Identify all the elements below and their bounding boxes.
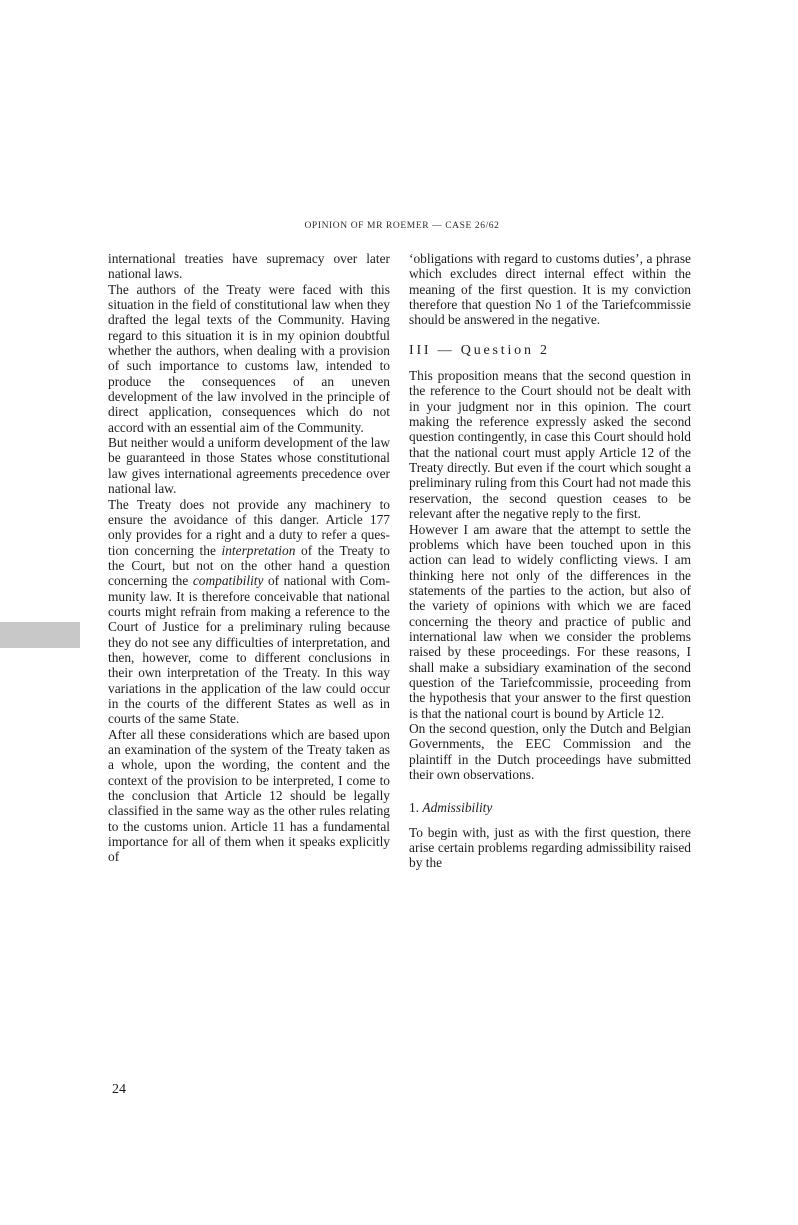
paragraph	[108, 497, 390, 727]
text-run: international treaties have supremacy over later national laws.	[108, 251, 390, 282]
text-run: of the Treaty to the Court, but not on the other hand a question concerning the	[108, 542, 390, 589]
running-header: OPINION OF MR ROEMER — CASE 26/62	[304, 221, 500, 231]
text-run: of national with Community law. It is therefore conceivable that national courts might refrain from making a reference to the Court of Justice for a preliminary ruling because they do not see any difficulties of interpretation, and then, however, come to different conclusions in their own interpretation of the Treaty. In this way variations in the application of the law could occur in the courts of the different States as well as in courts of the same State.	[108, 573, 391, 727]
paragraph	[108, 251, 390, 282]
text-run: The Treaty does not provide any machinery to ensure the avoidance of this danger. Article 177 only provides for a right and a duty to refer a question concerning the	[108, 496, 390, 558]
subsection-heading	[409, 800, 691, 815]
text-run: The authors of the Treaty were faced with this situation in the field of constitutional law when they drafted the legal texts of the Community. Having regard to this situation it is in my opinion doubtful whether the authors, when dealing with a provision of such importance to customs law, intended to produce the consequences of an uneven development of the law involved in the principle of direct application, consequences which do not accord with an essential aim of the Community.	[108, 281, 390, 435]
text-run: But neither would a uniform development of the law be guaranteed in those States whose constitutional law gives international agreements precedence over national law.	[108, 435, 390, 497]
right-column	[409, 251, 691, 871]
subsection-number: 1.	[409, 800, 420, 816]
emphasis-text: compatibility	[192, 573, 264, 589]
spacer	[409, 782, 691, 800]
paragraph	[108, 282, 390, 435]
section-heading: III — Question 2	[409, 342, 550, 358]
paragraph	[108, 435, 390, 496]
spacer	[409, 358, 691, 368]
emphasis-text: interpretation	[221, 542, 296, 558]
subsection-title: Admissibility	[422, 800, 493, 816]
paragraph: This proposition means that the second question in the reference to the Court should not be dealt with in your judgment nor in this opinion. The court making the reference expressly asked the second question contingently, in case this Court should hold that the national court must apply Article 12 of the Treaty directly. But even if the court which sought a preliminary ruling from this Court had not made this reservation, the second question ceases to be relevant after the negative reply to the first.	[409, 368, 691, 522]
spacer	[409, 328, 691, 343]
paragraph: On the second question, only the Dutch and Belgian Governments, the EEC Commission and the plaintiff in the Dutch proceedings have submitted their own observations.	[409, 720, 691, 782]
left-column	[108, 251, 390, 865]
paragraph: However I am aware that the attempt to settle the problems which have been touched upon in this action can lead to widely conflicting views. I am thinking here not only of the differences in the statements of the parties to the action, but also of the variety of opinions with which we are faced concerning the theory and practice of public and international law when we consider the problems raised by these proceedings. For these reasons, I shall make a subsidiary examination of the second question of the Tariefcommissie, proceeding from the hypothesis that your answer to the first question is that the national court is bound by Article 12.	[409, 521, 691, 721]
paragraph: To begin with, just as with the first question, there arise certain problems regarding admissibility raised by the	[409, 824, 691, 871]
margin-tab	[0, 622, 80, 648]
paragraph: ‘obligations with regard to customs duties’, a phrase which excludes direct internal effect within the meaning of the first question. It is my conviction therefore that question No 1 of the Tariefcommissie should be answered in the negative.	[409, 251, 691, 328]
spacer	[409, 816, 691, 825]
page-number: 24	[112, 1082, 126, 1097]
paragraph	[108, 727, 390, 865]
text-run: After all these considerations which are based upon an examination of the system of the Treaty taken as a whole, upon the wording, the content and the context of the provision to be interpreted, I come to the conclusion that Article 12 should be legally classified in the same way as the other rules relating to the customs union. Article 11 has a fundamental importance for all of them when it speaks explicitly of	[108, 726, 390, 865]
